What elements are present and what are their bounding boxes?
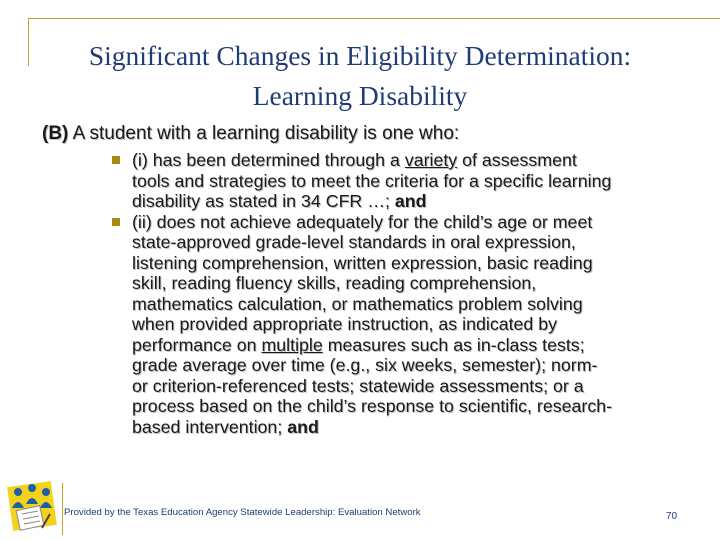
list-item <box>112 212 672 438</box>
title-line-2: Learning Disability <box>252 80 468 111</box>
slide-title <box>40 36 680 116</box>
text-line: tools and strategies to meet the criteria for a specific learning <box>132 170 612 191</box>
list-item-text <box>132 212 672 438</box>
bullet-square-icon <box>112 156 120 164</box>
intro-paragraph <box>42 122 459 146</box>
footer-credit: Provided by the Texas Education Agency Statewide Leadership: Evaluation Network <box>64 507 421 518</box>
underlined-term: multiple <box>261 334 323 355</box>
text-line: (i) has been determined through a variety of assessment <box>132 150 577 170</box>
tea-people-logo-icon <box>4 478 60 536</box>
text-line: listening comprehension, written expression, basic reading <box>132 252 593 273</box>
footer-divider <box>62 483 63 535</box>
list-item-text <box>132 150 672 212</box>
text-line: when provided appropriate instruction, as indicated by <box>132 314 558 334</box>
frame-top-line <box>28 18 720 19</box>
title-line-1: Significant Changes in Eligibility Determination: <box>88 40 632 71</box>
text-line: performance on multiple measures such as in-class tests; <box>132 334 585 355</box>
text-line: or criterion-referenced tests; statewide assessments; or a <box>132 375 584 396</box>
text-line: state-approved grade-level standards in oral expression, <box>132 232 576 252</box>
text-line: based intervention; and <box>132 416 319 437</box>
text-line: process based on the child’s response to scientific, research- <box>132 396 613 416</box>
bullet-square-icon <box>112 218 120 226</box>
text-line: disability as stated in 34 CFR …; and <box>132 191 427 211</box>
list-item <box>112 150 672 212</box>
text-line: (ii) does not achieve adequately for the child’s age or meet <box>132 211 593 232</box>
text-line: grade average over time (e.g., six weeks, semester); norm- <box>132 355 598 375</box>
intro-text: A student with a learning disability is one who: <box>68 123 460 144</box>
bold-term: and <box>287 416 319 437</box>
text-line: mathematics calculation, or mathematics problem solving <box>132 293 583 314</box>
intro-marker: (B) <box>42 123 69 144</box>
text-line: skill, reading fluency skills, reading comprehension, <box>132 273 537 293</box>
bold-term: and <box>394 191 427 211</box>
underlined-term: variety <box>404 150 458 170</box>
page-number: 70 <box>666 511 678 522</box>
criteria-list <box>112 150 672 437</box>
frame-left-line <box>28 18 29 66</box>
